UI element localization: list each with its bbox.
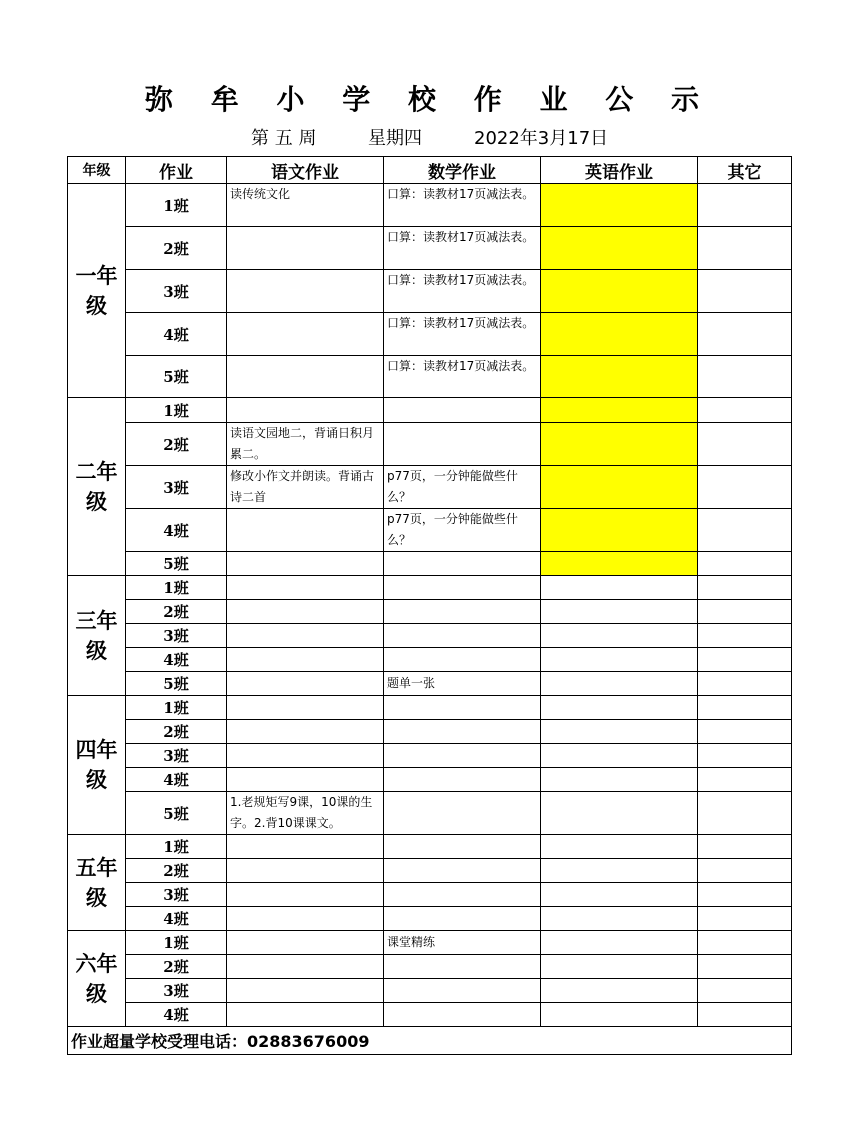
other-cell	[698, 624, 792, 648]
table-row	[68, 744, 792, 768]
chinese-cell	[227, 696, 384, 720]
table-row	[68, 768, 792, 792]
grade-cell: 一年级	[68, 184, 126, 398]
grade-cell: 六年级	[68, 931, 126, 1027]
math-cell	[384, 648, 541, 672]
other-cell	[698, 552, 792, 576]
other-cell	[698, 509, 792, 552]
chinese-cell	[227, 227, 384, 270]
chinese-cell	[227, 356, 384, 398]
header-other: 其它	[698, 157, 792, 184]
chinese-cell	[227, 979, 384, 1003]
math-cell: p77页，一分钟能做些什么？	[384, 509, 541, 552]
table-row	[68, 1003, 792, 1027]
math-cell	[384, 792, 541, 835]
grade-cell: 二年级	[68, 398, 126, 576]
other-cell	[698, 883, 792, 907]
class-cell: 3班	[126, 883, 227, 907]
english-cell	[541, 931, 698, 955]
chinese-cell	[227, 509, 384, 552]
page-title: 弥 牟 小 学 校 作 业 公 示	[145, 83, 713, 116]
other-cell	[698, 744, 792, 768]
class-cell: 2班	[126, 859, 227, 883]
date-label: 2022年3月17日	[474, 128, 609, 149]
chinese-cell: 修改小作文并朗读。背诵古诗二首	[227, 466, 384, 509]
header-row	[68, 157, 792, 184]
chinese-cell	[227, 883, 384, 907]
header-homework: 作业	[126, 157, 227, 184]
table-row	[68, 624, 792, 648]
chinese-cell: 读传统文化	[227, 184, 384, 227]
class-cell: 5班	[126, 792, 227, 835]
table-row	[68, 696, 792, 720]
class-cell: 4班	[126, 648, 227, 672]
chinese-cell	[227, 835, 384, 859]
math-cell	[384, 576, 541, 600]
table-row	[68, 356, 792, 398]
math-cell: 口算：读教材17页减法表。	[384, 356, 541, 398]
math-cell: 口算：读教材17页减法表。	[384, 313, 541, 356]
other-cell	[698, 979, 792, 1003]
other-cell	[698, 859, 792, 883]
english-cell	[541, 313, 698, 356]
table-row	[68, 907, 792, 931]
english-cell	[541, 576, 698, 600]
other-cell	[698, 270, 792, 313]
table-row	[68, 955, 792, 979]
english-cell	[541, 356, 698, 398]
header-chinese: 语文作业	[227, 157, 384, 184]
english-cell	[541, 792, 698, 835]
table-row	[68, 184, 792, 227]
week-label: 第 五 周	[251, 128, 317, 149]
chinese-cell	[227, 624, 384, 648]
chinese-cell	[227, 955, 384, 979]
math-cell	[384, 624, 541, 648]
class-cell: 3班	[126, 979, 227, 1003]
math-cell	[384, 696, 541, 720]
class-cell: 1班	[126, 576, 227, 600]
english-cell	[541, 552, 698, 576]
math-cell: p77页，一分钟能做些什么？	[384, 466, 541, 509]
class-cell: 3班	[126, 466, 227, 509]
table-row	[68, 720, 792, 744]
english-cell	[541, 600, 698, 624]
table-row	[68, 883, 792, 907]
other-cell	[698, 600, 792, 624]
english-cell	[541, 184, 698, 227]
math-cell	[384, 979, 541, 1003]
class-cell: 3班	[126, 744, 227, 768]
class-cell: 1班	[126, 931, 227, 955]
chinese-cell	[227, 672, 384, 696]
other-cell	[698, 576, 792, 600]
grade-cell: 四年级	[68, 696, 126, 835]
english-cell	[541, 720, 698, 744]
chinese-cell	[227, 768, 384, 792]
other-cell	[698, 768, 792, 792]
other-cell	[698, 227, 792, 270]
english-cell	[541, 955, 698, 979]
class-cell: 3班	[126, 270, 227, 313]
math-cell	[384, 907, 541, 931]
table-row	[68, 227, 792, 270]
other-cell	[698, 313, 792, 356]
chinese-cell	[227, 576, 384, 600]
class-cell: 5班	[126, 552, 227, 576]
class-cell: 1班	[126, 696, 227, 720]
english-cell	[541, 883, 698, 907]
other-cell	[698, 792, 792, 835]
math-cell	[384, 720, 541, 744]
other-cell	[698, 466, 792, 509]
math-cell: 口算：读教材17页减法表。	[384, 184, 541, 227]
grade-cell: 五年级	[68, 835, 126, 931]
table-row	[68, 313, 792, 356]
math-cell	[384, 600, 541, 624]
math-cell	[384, 835, 541, 859]
class-cell: 2班	[126, 423, 227, 466]
class-cell: 4班	[126, 1003, 227, 1027]
class-cell: 4班	[126, 907, 227, 931]
english-cell	[541, 835, 698, 859]
chinese-cell	[227, 720, 384, 744]
chinese-cell	[227, 859, 384, 883]
chinese-cell: 读语文园地二，背诵日积月累二。	[227, 423, 384, 466]
chinese-cell	[227, 744, 384, 768]
other-cell	[698, 398, 792, 423]
chinese-cell	[227, 552, 384, 576]
chinese-cell	[227, 1003, 384, 1027]
table-row	[68, 859, 792, 883]
math-cell: 口算：读教材17页减法表。	[384, 227, 541, 270]
other-cell	[698, 835, 792, 859]
chinese-cell	[227, 270, 384, 313]
english-cell	[541, 859, 698, 883]
chinese-cell	[227, 907, 384, 931]
english-cell	[541, 423, 698, 466]
other-cell	[698, 672, 792, 696]
table-row	[68, 270, 792, 313]
table-row	[68, 672, 792, 696]
chinese-cell: 1.老规矩写9课，10课的生字。2.背10课课文。	[227, 792, 384, 835]
other-cell	[698, 423, 792, 466]
class-cell: 2班	[126, 955, 227, 979]
english-cell	[541, 624, 698, 648]
class-cell: 3班	[126, 624, 227, 648]
math-cell: 口算：读教材17页减法表。	[384, 270, 541, 313]
class-cell: 2班	[126, 720, 227, 744]
other-cell	[698, 648, 792, 672]
english-cell	[541, 227, 698, 270]
class-cell: 2班	[126, 227, 227, 270]
class-cell: 5班	[126, 356, 227, 398]
other-cell	[698, 955, 792, 979]
english-cell	[541, 672, 698, 696]
english-cell	[541, 466, 698, 509]
chinese-cell	[227, 600, 384, 624]
class-cell: 1班	[126, 835, 227, 859]
class-cell: 1班	[126, 184, 227, 227]
english-cell	[541, 1003, 698, 1027]
math-cell	[384, 1003, 541, 1027]
english-cell	[541, 744, 698, 768]
math-cell	[384, 859, 541, 883]
chinese-cell	[227, 398, 384, 423]
math-cell	[384, 423, 541, 466]
table-row	[68, 509, 792, 552]
math-cell	[384, 883, 541, 907]
table-row	[68, 931, 792, 955]
chinese-cell	[227, 931, 384, 955]
other-cell	[698, 907, 792, 931]
math-cell: 课堂精练	[384, 931, 541, 955]
table-row	[68, 552, 792, 576]
english-cell	[541, 648, 698, 672]
math-cell	[384, 768, 541, 792]
other-cell	[698, 696, 792, 720]
table-row	[68, 648, 792, 672]
other-cell	[698, 1003, 792, 1027]
table-row	[68, 398, 792, 423]
table-row	[68, 600, 792, 624]
chinese-cell	[227, 648, 384, 672]
footer-row	[68, 1027, 792, 1055]
class-cell: 2班	[126, 600, 227, 624]
english-cell	[541, 979, 698, 1003]
table-row	[68, 792, 792, 835]
math-cell: 题单一张	[384, 672, 541, 696]
chinese-cell	[227, 313, 384, 356]
class-cell: 1班	[126, 398, 227, 423]
other-cell	[698, 931, 792, 955]
homework-table	[67, 156, 792, 1055]
subtitle	[0, 124, 858, 152]
weekday-label: 星期四	[368, 128, 422, 149]
complaint-hotline: 作业超量学校受理电话：02883676009	[68, 1027, 792, 1055]
english-cell	[541, 509, 698, 552]
header-math: 数学作业	[384, 157, 541, 184]
table-row	[68, 979, 792, 1003]
table-row	[68, 576, 792, 600]
grade-cell: 三年级	[68, 576, 126, 696]
header-grade: 年级	[68, 157, 126, 184]
class-cell: 4班	[126, 768, 227, 792]
english-cell	[541, 270, 698, 313]
class-cell: 5班	[126, 672, 227, 696]
english-cell	[541, 907, 698, 931]
class-cell: 4班	[126, 509, 227, 552]
math-cell	[384, 744, 541, 768]
math-cell	[384, 955, 541, 979]
english-cell	[541, 768, 698, 792]
class-cell: 4班	[126, 313, 227, 356]
table-row	[68, 835, 792, 859]
math-cell	[384, 398, 541, 423]
table-row	[68, 423, 792, 466]
other-cell	[698, 184, 792, 227]
header-english: 英语作业	[541, 157, 698, 184]
other-cell	[698, 720, 792, 744]
table-row	[68, 466, 792, 509]
english-cell	[541, 696, 698, 720]
math-cell	[384, 552, 541, 576]
other-cell	[698, 356, 792, 398]
english-cell	[541, 398, 698, 423]
